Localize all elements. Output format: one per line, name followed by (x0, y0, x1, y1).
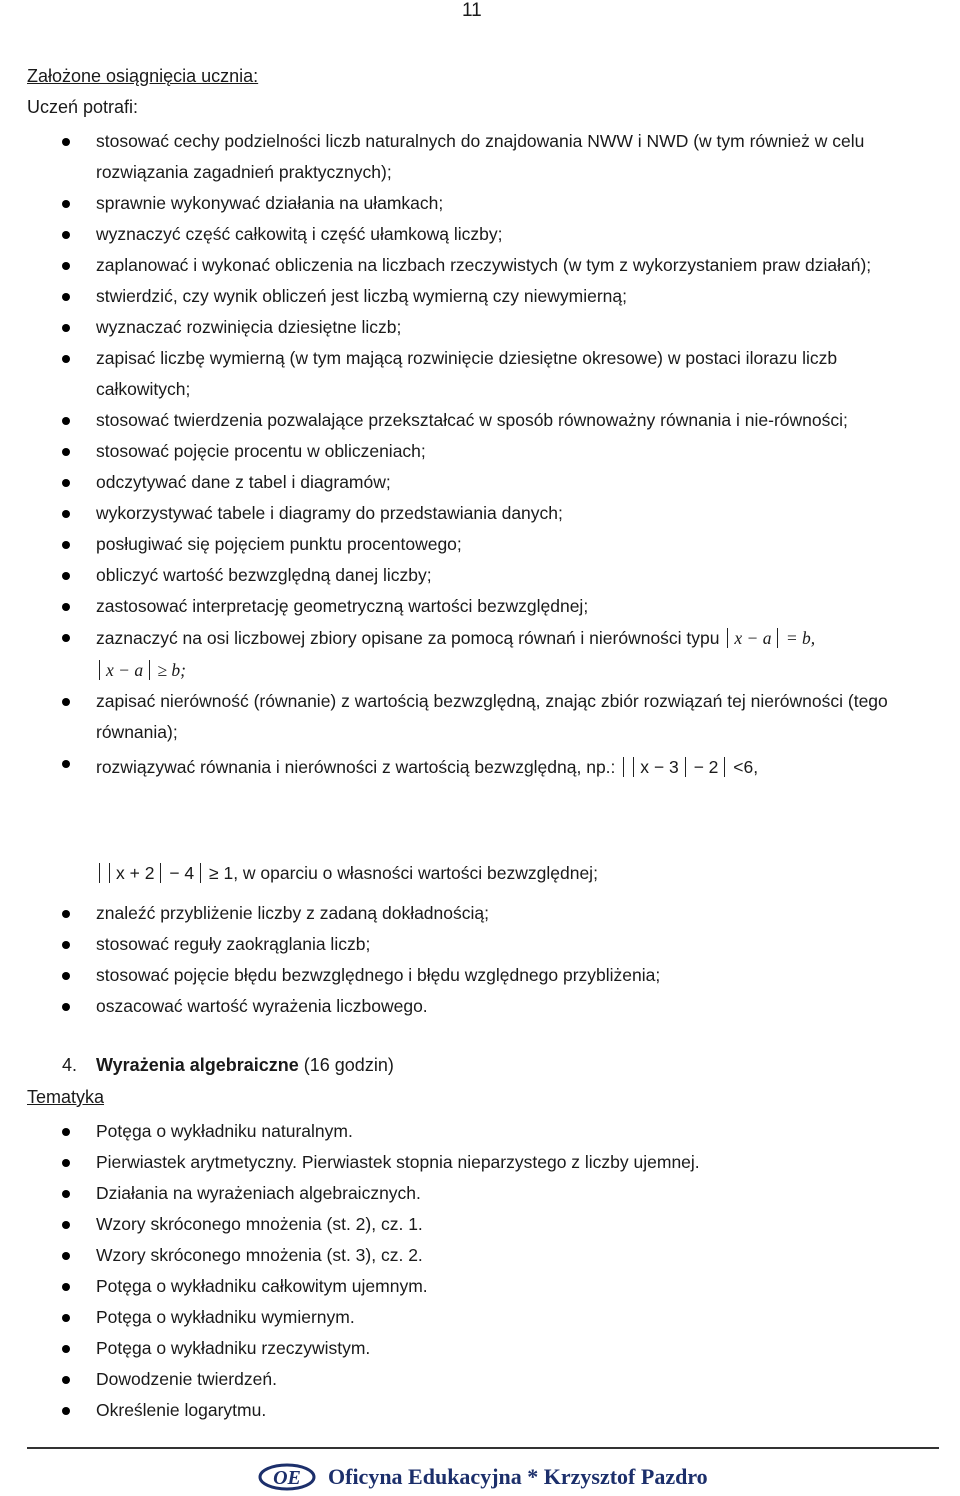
list-item: wyznaczyć część całkowitą i część ułamkową liczby; (0, 219, 930, 250)
list-item: Potęga o wykładniku całkowitym ujemnym. (0, 1271, 930, 1302)
list-item: Potęga o wykładniku rzeczywistym. (0, 1333, 930, 1364)
section-hours: (16 godzin) (298, 1055, 394, 1075)
list-item-example (0, 748, 930, 786)
nested-abs-expression (623, 757, 725, 777)
abs-expression: x − a (727, 628, 778, 648)
abs-expression-tail: = b, (781, 628, 816, 648)
achievements-heading (27, 66, 258, 87)
list-item-abs (0, 622, 930, 686)
section-title (62, 1055, 394, 1076)
abs-expression: x − a (99, 660, 150, 680)
topics-heading-text: Tematyka (27, 1087, 105, 1107)
list-item: Działania na wyrażeniach algebraicznych. (0, 1178, 930, 1209)
list-item: posługiwać się pojęciem punktu procentowego; (0, 529, 930, 560)
footer (258, 1462, 708, 1492)
achievements-heading-text: Założone osiągnięcia ucznia: (27, 66, 259, 86)
list-item: oszacować wartość wyrażenia liczbowego. (0, 991, 930, 1022)
list-item: Dowodzenie twierdzeń. (0, 1364, 930, 1395)
list-item: znaleźć przybliżenie liczby z zadaną dokładnością; (0, 898, 930, 929)
section-number: 4. (62, 1055, 78, 1075)
logo-text: OE (273, 1467, 301, 1489)
list-item: wykorzystywać tabele i diagramy do przedstawiania danych; (0, 498, 930, 529)
achievements-closing-list (0, 898, 930, 1022)
list-item: wyznaczać rozwinięcia dziesiętne liczb; (0, 312, 930, 343)
list-item: Pierwiastek arytmetyczny. Pierwiastek stopnia nieparzystego z liczby ujemnej. (0, 1147, 930, 1178)
list-item: zaplanować i wykonać obliczenia na liczbach rzeczywistych (w tym z wykorzystaniem praw działań); (0, 250, 930, 281)
list-item: stosować pojęcie błędu bezwzględnego i błędu względnego przybliżenia; (0, 960, 930, 991)
list-item: stosować reguły zaokrąglania liczb; (0, 929, 930, 960)
outer-abs-tail: − 4 (164, 863, 195, 883)
abs-expression-tail: ≥ b; (153, 660, 187, 680)
list-item: obliczyć wartość bezwzględną danej liczby; (0, 560, 930, 591)
list-item: zapisać liczbę wymierną (w tym mającą rozwinięcie dziesiętne okresowe) w postaci ilorazu liczb całkowitych; (0, 343, 930, 405)
section-name: Wyrażenia algebraiczne (96, 1055, 299, 1075)
list-item: stwierdzić, czy wynik obliczeń jest liczbą wymierną czy niewymierną; (0, 281, 930, 312)
list-item: zastosować interpretację geometryczną wartości bezwzględnej; (0, 591, 930, 622)
topics-heading (27, 1087, 104, 1108)
outer-abs-tail: − 2 (688, 757, 719, 777)
abs-item-text: zaznaczyć na osi liczbowej zbiory opisane za pomocą równań i nierówności typu (96, 628, 720, 648)
inner-abs: x − 3 (633, 757, 685, 777)
example-line-2-text: , w oparciu o własności wartości bezwzględnej; (233, 863, 598, 883)
expression-tail: ≥ 1 (204, 863, 234, 883)
list-item: sprawnie wykonywać działania na ułamkach; (0, 188, 930, 219)
inner-abs: x + 2 (109, 863, 161, 883)
achievements-list (0, 126, 930, 786)
publisher-name: Oficyna Edukacyjna * Krzysztof Pazdro (328, 1464, 708, 1489)
list-item: zapisać nierówność (równanie) z wartością bezwzględną, znając zbiór rozwiązań tej nierówności (tego równania); (0, 686, 930, 748)
topics-list (0, 1116, 930, 1426)
list-item: Wzory skróconego mnożenia (st. 3), cz. 2. (0, 1240, 930, 1271)
list-item: stosować cechy podzielności liczb naturalnych do znajdowania NWW i NWD (w tym również w celu rozwiązania zagadnień praktycznych); (0, 126, 930, 188)
publisher-logo-icon (258, 1462, 316, 1492)
list-item: Potęga o wykładniku wymiernym. (0, 1302, 930, 1333)
achievements-subheading: Uczeń potrafi: (27, 97, 139, 117)
page-number: 11 (462, 0, 482, 21)
nested-abs-expression (99, 863, 201, 883)
list-item: Określenie logarytmu. (0, 1395, 930, 1426)
example-item-text: rozwiązywać równania i nierówności z wartością bezwzględną, np.: (96, 757, 616, 777)
footer-divider (27, 1447, 939, 1449)
list-item: stosować pojęcie procentu w obliczeniach; (0, 436, 930, 467)
example-line-2 (0, 853, 598, 893)
expression-tail: <6, (728, 757, 759, 777)
list-item: Wzory skróconego mnożenia (st. 2), cz. 1. (0, 1209, 930, 1240)
list-item: Potęga o wykładniku naturalnym. (0, 1116, 930, 1147)
list-item: odczytywać dane z tabel i diagramów; (0, 467, 930, 498)
list-item: stosować twierdzenia pozwalające przekształcać w sposób równoważny równania i nie-równości; (0, 405, 930, 436)
